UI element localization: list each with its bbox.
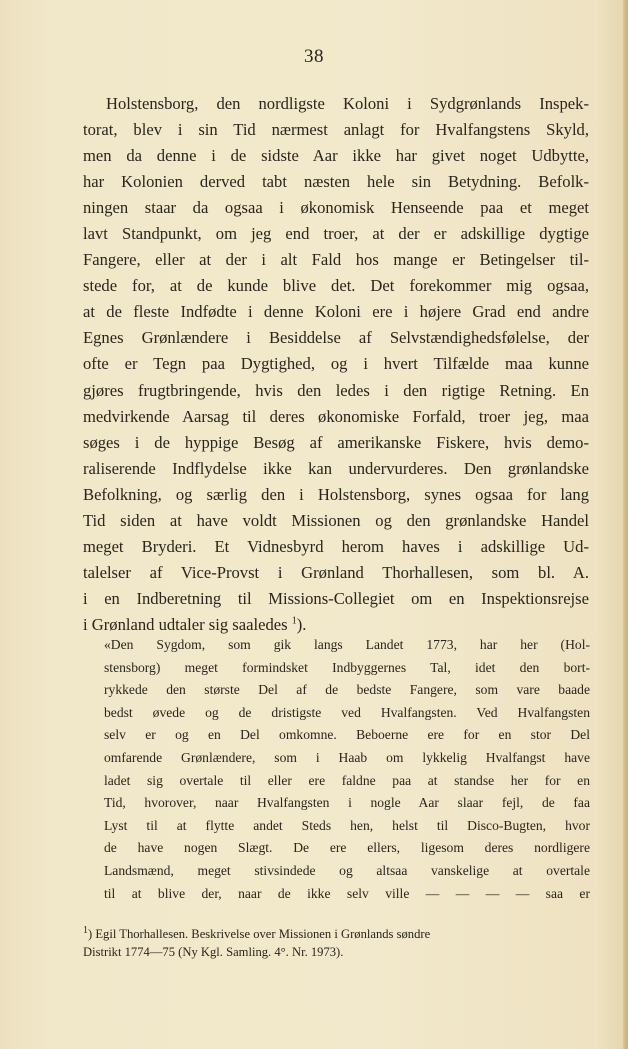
text-line: har Kolonien derved tabt næsten hele sin Betydning. Befolk- — [83, 172, 589, 192]
text-line: lavt Standpunkt, om jeg end troer, at der er adskillige dygtige — [83, 224, 589, 244]
text-line: Tid siden at have voldt Missionen og den grønlandske Handel — [83, 510, 589, 530]
quote-line: rykkede den største Del af de bedste Fangere, som vare baade — [104, 682, 590, 698]
quote-line: stensborg) meget formindsket Indbyggernes Tal, idet den bort- — [104, 659, 590, 675]
quote-line: bedst øvede og de dristigste ved Hvalfangsten. Ved Hvalfangsten — [104, 704, 590, 720]
text-line: Egnes Grønlændere i Besiddelse af Selvstændighedsfølelse, der — [83, 328, 589, 348]
text-line: søges i de hyppige Besøg af amerikanske Fiskere, hvis demo- — [83, 432, 589, 452]
text-line: meget Bryderi. Et Vidnesbyrd herom haves i adskillige Ud- — [83, 536, 589, 556]
quote-line: Tid, hvorover, naar Hvalfangsten i nogle Aar slaar fejl, de faa — [104, 795, 590, 811]
quote-line: ladet sig overtale til eller ere faldne paa at standse her for en — [104, 772, 590, 788]
text-line: ofte er Tegn paa Dygtighed, og i hvert Tilfælde maa kunne — [83, 354, 589, 374]
text-segment: ). — [296, 614, 307, 634]
text-line: torat, blev i sin Tid nærmest anlagt for Hvalfangstens Skyld, — [83, 120, 589, 140]
text-line: at de fleste Indfødte i denne Koloni ere i højere Grad end andre — [83, 302, 589, 322]
footnote-reference[interactable]: 1 — [291, 615, 297, 627]
quote-line: «Den Sygdom, som gik langs Landet 1773, har her (Hol- — [104, 637, 590, 652]
text-line: medvirkende Aarsag til deres økonomiske Forfald, troer jeg, maa — [83, 406, 589, 426]
text-line: Fangere, eller at der i alt Fald hos mange er Betingelser til- — [83, 250, 589, 270]
page-number: 38 — [304, 46, 324, 67]
text-line: gjøres frugtbringende, hvis den ledes i den rigtige Retning. En — [83, 380, 589, 400]
text-line: i en Indberetning til Missions-Collegiet om en Inspektionsrejse — [83, 588, 589, 608]
text-line: raliserende Indflydelse ikke kan undervurderes. Den grønlandske — [83, 458, 589, 478]
quote-line: de have nogen Slægt. De ere ellers, ligesom deres nordligere — [104, 840, 590, 856]
quote-line: Landsmænd, meget stivsindede og altsaa vanskelige at overtale — [104, 862, 590, 878]
quote-line: selv er og en Del omkomne. Beboerne ere for en stor Del — [104, 727, 590, 743]
quote-line: omfarende Grønlændere, som i Haab om lykkelig Hvalfangst have — [104, 749, 590, 765]
footnote-text: ) Egil Thorhallesen. Beskrivelse over Missionen i Grønlands søndre — [88, 927, 431, 941]
quote-line: Lyst til at flytte andet Steds hen, helst til Disco-Bugten, hvor — [104, 817, 590, 833]
footnote-marker: 1 — [83, 924, 88, 936]
text-segment: i Grønland udtaler sig saaledes — [83, 614, 288, 634]
page-edge — [623, 0, 628, 1049]
text-line: Befolkning, og særlig den i Holstensborg, synes ogsaa for lang — [83, 484, 589, 504]
quote-line: til at blive der, naar de ikke selv ville — — — — saa er — [104, 885, 590, 901]
footnote — [83, 925, 589, 961]
quoted-passage — [104, 634, 590, 905]
footnote-line: Distrikt 1774—75 (Ny Kgl. Samling. 4°. Nr. 1973). — [83, 945, 344, 959]
text-line: talelser af Vice-Provst i Grønland Thorhallesen, som bl. A. — [83, 562, 589, 582]
text-line: stede for, at de kunde blive det. Det forekommer mig ogsaa, — [83, 276, 589, 296]
main-paragraph — [83, 91, 589, 638]
footnote-line — [83, 925, 589, 943]
text-line: men da denne i de sidste Aar ikke har givet noget Udbytte, — [83, 146, 589, 166]
text-line: ningen staar da ogsaa i økonomisk Henseende paa et meget — [83, 198, 589, 218]
text-line: Holstensborg, den nordligste Koloni i Sydgrønlands Inspek- — [106, 94, 589, 113]
